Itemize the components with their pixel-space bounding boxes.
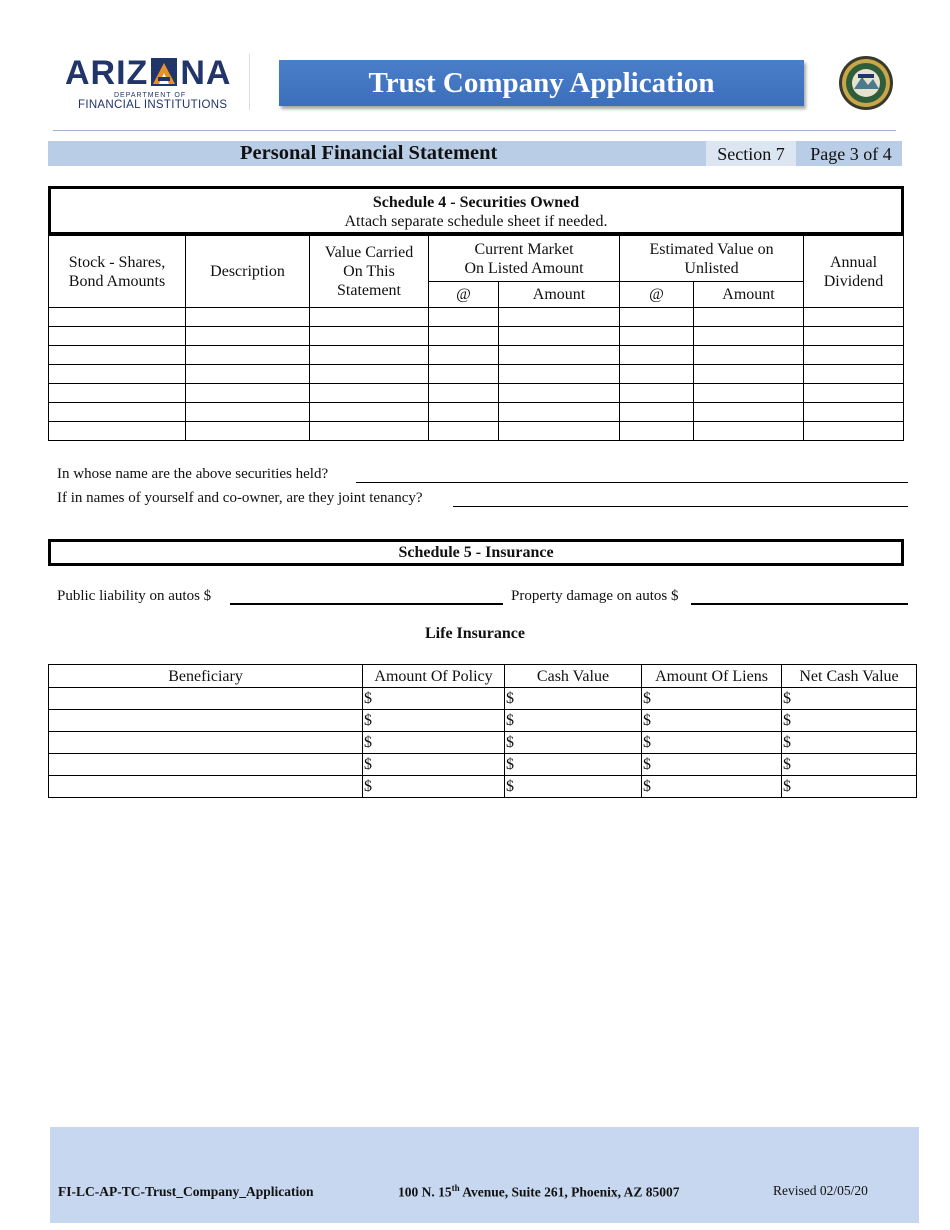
table-row: [49, 308, 904, 327]
property-damage-label: Property damage on autos $: [511, 588, 679, 604]
table-row: [49, 422, 904, 441]
table-row: $ $ $ $: [49, 732, 917, 754]
col-annual-dividend: Annual Dividend: [804, 236, 904, 308]
life-insurance-title: Life Insurance: [425, 625, 525, 642]
col-current-market: Current Market On Listed Amount: [429, 236, 620, 282]
schedule-4-title: Schedule 4 - Securities Owned: [372, 194, 580, 211]
table-row: $ $ $ $: [49, 710, 917, 732]
agency-address: 100 N. 15th Avenue, Suite 261, Phoenix, AZ 85007: [398, 1183, 680, 1200]
securities-table: [48, 235, 904, 441]
logo-subtitle-agency: FINANCIAL INSTITUTIONS: [78, 99, 228, 111]
joint-tenancy-label: If in names of yourself and co-owner, are they joint tenancy?: [57, 490, 423, 506]
col-unlisted-at: @: [620, 282, 694, 308]
table-row: $ $ $ $: [49, 688, 917, 710]
header-divider: [249, 54, 250, 110]
col-amount-of-policy: Amount Of Policy: [363, 665, 505, 688]
application-title: Trust Company Application: [279, 60, 804, 106]
col-net-cash-value: Net Cash Value: [782, 665, 917, 688]
col-cash-value: Cash Value: [505, 665, 642, 688]
revision-date: Revised 02/05/20: [773, 1183, 868, 1198]
life-insurance-table: [48, 664, 917, 798]
form-id: FI-LC-AP-TC-Trust_Company_Application: [58, 1184, 314, 1199]
header-rule: [53, 130, 896, 131]
col-description: Description: [186, 236, 310, 308]
joint-tenancy-field[interactable]: [453, 506, 908, 507]
table-row: [49, 365, 904, 384]
public-liability-label: Public liability on autos $: [57, 588, 212, 604]
securities-holder-label: In whose name are the above securities held?: [57, 466, 329, 482]
col-estimated-unlisted: Estimated Value on Unlisted: [620, 236, 804, 282]
col-unlisted-amount: Amount: [694, 282, 804, 308]
table-row: [49, 403, 904, 422]
table-row: [49, 384, 904, 403]
col-value-carried: Value Carried On This Statement: [310, 236, 429, 308]
logo-word-left: ARIZ: [65, 54, 149, 92]
table-row: [49, 327, 904, 346]
state-seal-icon: [838, 55, 894, 111]
schedule-5-header: [48, 539, 904, 566]
section-number: Section 7: [706, 141, 796, 166]
logo-wordmark: [65, 54, 231, 93]
logo-word-right: NA: [180, 54, 232, 92]
col-beneficiary: Beneficiary: [49, 665, 363, 688]
public-liability-field[interactable]: [230, 603, 503, 605]
property-damage-field[interactable]: [691, 603, 908, 605]
securities-holder-field[interactable]: [356, 482, 908, 483]
page-number: Page 3 of 4: [810, 144, 892, 164]
schedule-4-header: [48, 186, 904, 235]
col-stock-shares: Stock - Shares, Bond Amounts: [49, 236, 186, 308]
table-row: [49, 346, 904, 365]
table-row: $ $ $ $: [49, 776, 917, 798]
col-market-amount: Amount: [499, 282, 620, 308]
section-title: Personal Financial Statement: [240, 142, 498, 164]
schedule-4-subtitle: Attach separate schedule sheet if needed.: [344, 213, 608, 230]
agency-logo: [62, 54, 242, 114]
schedule-5-title: Schedule 5 - Insurance: [398, 544, 554, 561]
col-market-at: @: [429, 282, 499, 308]
col-amount-of-liens: Amount Of Liens: [642, 665, 782, 688]
page-footer: [50, 1127, 919, 1223]
table-row: $ $ $ $: [49, 754, 917, 776]
arizona-state-icon: [149, 57, 179, 87]
logo-subtitle-department: DEPARTMENT OF: [114, 92, 187, 99]
